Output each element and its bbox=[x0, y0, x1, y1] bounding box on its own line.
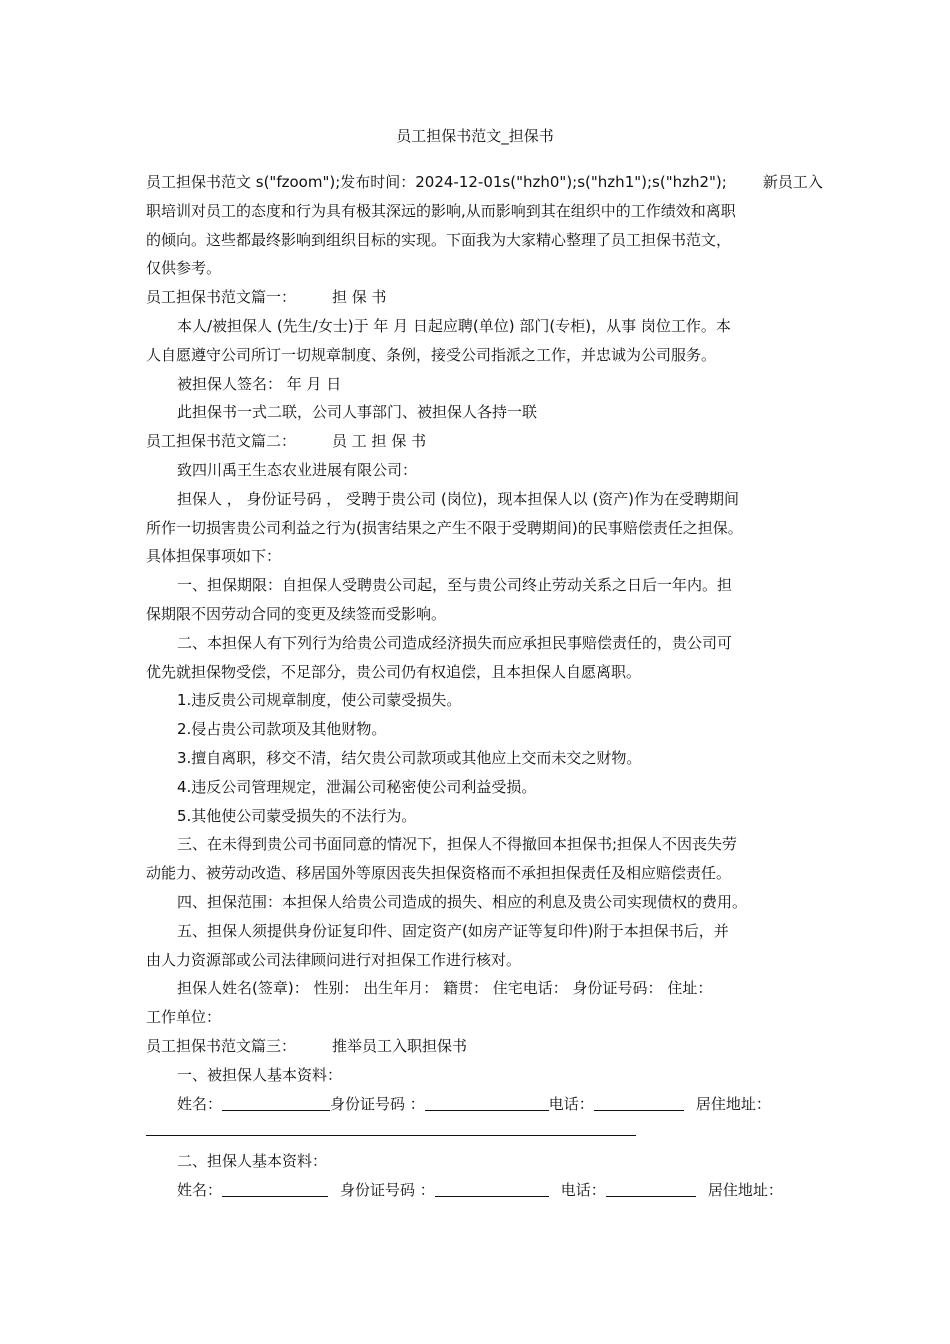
paragraph-line: 人自愿遵守公司所订一切规章制度、条例，接受公司指派之工作，并忠诚为公司服务。 bbox=[146, 345, 717, 364]
document-body bbox=[146, 168, 823, 1205]
list-item: 5.其他使公司蒙受损失的不法行为。 bbox=[177, 806, 417, 825]
form-fields-line bbox=[146, 1090, 816, 1119]
clause-line: 一、担保期限：自担保人受聘贵公司起，至与贵公司终止劳动关系之日后一年内。担 bbox=[177, 576, 733, 595]
section-label: 员工担保书范文篇一： bbox=[146, 288, 297, 307]
address-label: 居住地址： bbox=[695, 1094, 771, 1113]
phone-label: 电话： bbox=[560, 1181, 606, 1200]
paragraph-line: 担保人 ， 身份证号码 ， 受聘于贵公司 (岗位)，现本担保人以 (资产)作为在受聘期间 bbox=[177, 489, 740, 508]
intro-line: 的倾向。这些都最终影响到组织目标的实现。下面我为大家精心整理了员工担保书范文， bbox=[146, 230, 732, 249]
form-fields-line bbox=[146, 1176, 816, 1205]
id-blank bbox=[435, 1182, 549, 1197]
id-blank bbox=[425, 1096, 549, 1111]
addressee-line: 致四川禹王生态农业进展有限公司： bbox=[177, 460, 418, 479]
section-label: 员工担保书范文篇三： bbox=[146, 1036, 297, 1055]
guarantor-fields-line: 工作单位： bbox=[146, 1008, 222, 1027]
section-title: 推举员工入职担保书 bbox=[332, 1036, 468, 1055]
id-label: 身份证号码 ： bbox=[340, 1181, 435, 1200]
intro-line bbox=[146, 168, 823, 197]
id-label: 身份证号码 ： bbox=[330, 1094, 425, 1113]
document-title: 员工担保书范文_担保书 bbox=[396, 127, 554, 145]
clause-line: 动能力、被劳动改造、移居国外等原因丧失担保资格而不承担担保责任及相应赔偿责任。 bbox=[146, 864, 732, 883]
address-blank-line bbox=[146, 1118, 636, 1136]
list-item: 4.违反公司管理规定，泄漏公司秘密使公司利益受损。 bbox=[177, 777, 537, 796]
signature-line: 被担保人签名： 年 月 日 bbox=[177, 374, 342, 393]
subsection-heading: 一、被担保人基本资料： bbox=[177, 1065, 343, 1084]
intro-line: 仅供参考。 bbox=[146, 259, 222, 278]
phone-blank bbox=[594, 1096, 684, 1111]
paragraph-line: 本人/被担保人 (先生/女士)于 年 月 日起应聘(单位) 部门(专柜)，从事 岗位工作。本 bbox=[177, 316, 731, 335]
paragraph-line: 所作一切损害贵公司利益之行为(损害结果之产生不限于受聘期间)的民事赔偿责任之担保。 bbox=[146, 518, 743, 537]
phone-label: 电话： bbox=[548, 1094, 594, 1113]
intro-text: 新员工入 bbox=[762, 173, 823, 191]
name-blank bbox=[222, 1096, 330, 1111]
section-title: 员 工 担 保 书 bbox=[332, 432, 427, 451]
clause-line: 由人力资源部或公司法律顾问进行对担保工作进行核对。 bbox=[146, 950, 522, 969]
clause-line: 二、本担保人有下列行为给贵公司造成经济损失而应承担民事赔偿责任的，贵公司可 bbox=[177, 633, 733, 652]
name-label: 姓名： bbox=[177, 1181, 223, 1200]
guarantor-fields-line: 担保人姓名(签章)： 性别： 出生年月： 籍贯： 住宅电话： 身份证号码： 住址： bbox=[177, 979, 713, 998]
section-heading-2 bbox=[146, 427, 816, 456]
clause-line: 五、担保人须提供身份证复印件、固定资产(如房产证等复印件)附于本担保书后，并 bbox=[177, 921, 729, 940]
section-heading-3 bbox=[146, 1032, 816, 1061]
subsection-heading: 二、担保人基本资料： bbox=[177, 1152, 328, 1171]
section-title: 担 保 书 bbox=[332, 288, 387, 307]
list-item: 3.擅自离职，移交不清，结欠贵公司款项或其他应上交而未交之财物。 bbox=[177, 748, 642, 767]
clause-line: 三、在未得到贵公司书面同意的情况下，担保人不得撤回本担保书;担保人不因丧失劳 bbox=[177, 835, 738, 854]
list-item: 1.违反贵公司规章制度，使公司蒙受损失。 bbox=[177, 691, 462, 710]
section-label: 员工担保书范文篇二： bbox=[146, 432, 297, 451]
list-item: 2.侵占贵公司款项及其他财物。 bbox=[177, 720, 387, 739]
clause-line: 优先就担保物受偿，不足部分，贵公司仍有权追偿，且本担保人自愿离职。 bbox=[146, 662, 642, 681]
paragraph-line: 具体担保事项如下： bbox=[146, 547, 282, 566]
phone-blank bbox=[606, 1182, 696, 1197]
paragraph-line: 此担保书一式二联，公司人事部门、被担保人各持一联 bbox=[177, 403, 538, 422]
intro-text: 员工担保书范文 s("fzoom");发布时间：2024-12-01s("hzh0");s("hzh1");s("hzh2"); bbox=[146, 173, 727, 191]
clause-line: 四、担保范围：本担保人给贵公司造成的损失、相应的利息及贵公司实现债权的费用。 bbox=[177, 892, 748, 911]
name-label: 姓名： bbox=[177, 1094, 223, 1113]
clause-line: 保期限不因劳动合同的变更及续签而受影响。 bbox=[146, 604, 447, 623]
section-heading-1 bbox=[146, 283, 816, 312]
intro-line: 职培训对员工的态度和行为具有极其深远的影响,从而影响到其在组织中的工作绩效和离职 bbox=[146, 201, 736, 220]
name-blank bbox=[222, 1182, 328, 1197]
address-label: 居住地址： bbox=[707, 1181, 783, 1200]
